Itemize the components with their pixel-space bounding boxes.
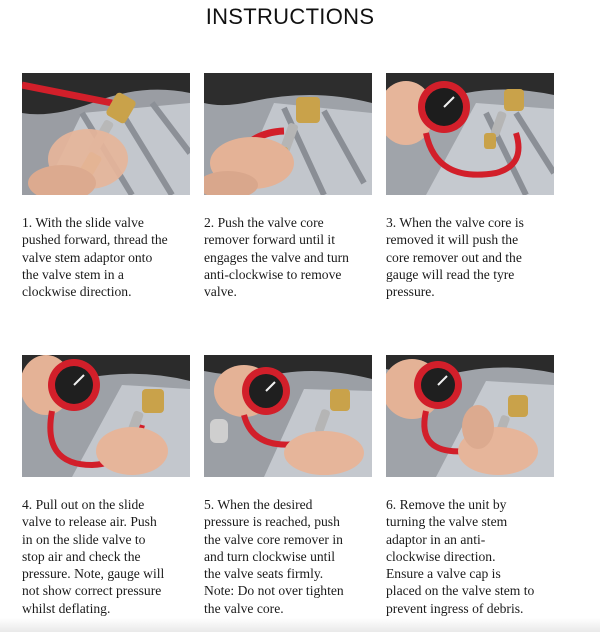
step-1-photo (22, 73, 190, 195)
step-2-caption: 2. Push the valve core remover forward until it engages the valve and turn anti-clockwise to remove valve. (204, 215, 349, 300)
step-6-photo (386, 355, 554, 477)
step-6-caption: 6. Remove the unit by turning the valve stem adaptor in an anti- clockwise direction. Ensure a valve cap is placed on the valve stem to prevent ingress of debris. (386, 497, 535, 616)
step-2-photo (204, 73, 372, 195)
step-3-photo (386, 73, 554, 195)
step-4-caption: 4. Pull out on the slide valve to release air. Push in on the slide valve to stop air and check the pressure. Note, gauge will not show correct pressure whilst deflating. (22, 497, 165, 616)
step-3-caption: 3. When the valve core is removed it will push the core remover out and the gauge will read the tyre pressure. (386, 215, 524, 300)
step-4-photo (22, 355, 190, 477)
step-5-caption: 5. When the desired pressure is reached, push the valve core remover in and turn clockwise until the valve seats firmly. Note: Do not over tighten the valve core. (204, 497, 344, 616)
step-5-photo (204, 355, 372, 477)
bottom-fade (0, 618, 600, 632)
step-1-caption: 1. With the slide valve pushed forward, thread the valve stem adaptor onto the valve stem in a clockwise direction. (22, 215, 168, 300)
page-title: INSTRUCTIONS (205, 4, 375, 29)
